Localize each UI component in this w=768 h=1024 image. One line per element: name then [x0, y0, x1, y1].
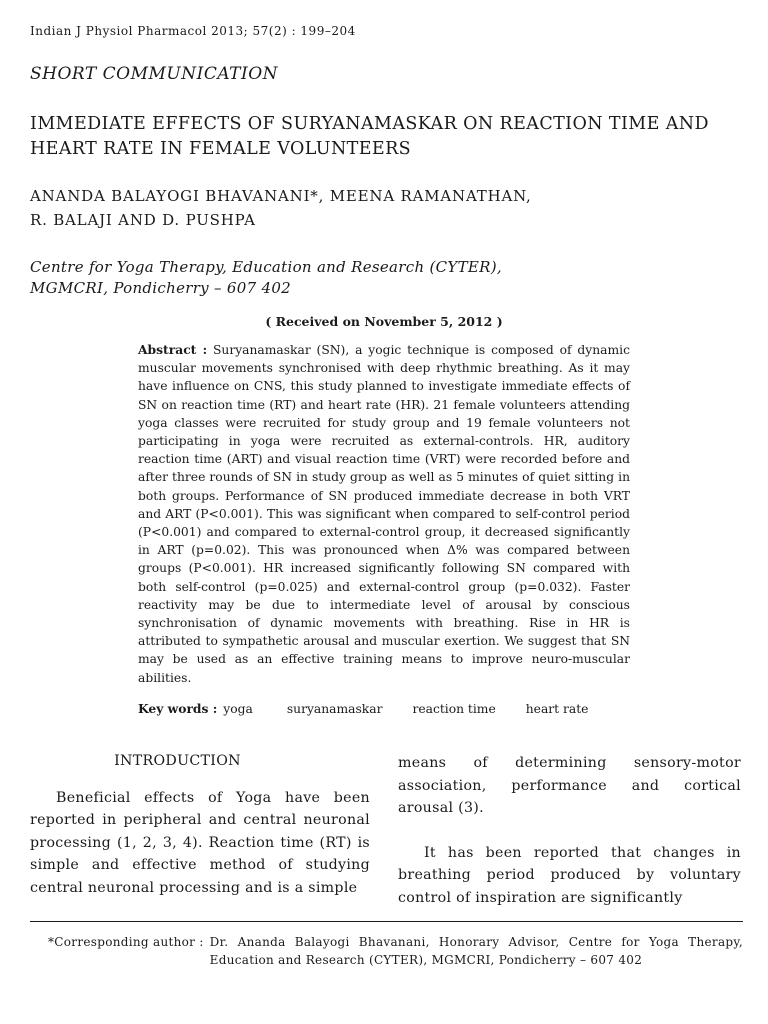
- footnote: [30, 933, 743, 969]
- footnote-text: Dr. Ananda Balayogi Bhavanani, Honorary Advisor, Centre for Yoga Therapy, Education and Research (CYTER), MGMCRI, Pondicherry – 607 402: [209, 935, 743, 967]
- author-list: [30, 184, 750, 232]
- article-title: IMMEDIATE EFFECTS OF SURYANAMASKAR ON REACTION TIME AND HEART RATE IN FEMALE VOLUNTEERS: [30, 114, 709, 159]
- keyword: yoga: [223, 702, 253, 716]
- intro-paragraph: means of determining sensory-motor association, performance and cortical arousal (3).: [398, 755, 741, 816]
- affiliation-line: Centre for Yoga Therapy, Education and Research (CYTER),: [30, 258, 502, 276]
- intro-paragraph: It has been reported that changes in breathing period produced by voluntary control of inspiration are significantly: [398, 844, 741, 906]
- author-line: R. BALAJI AND D. PUSHPA: [30, 211, 256, 229]
- received-date: ( Received on November 5, 2012 ): [265, 314, 503, 329]
- footnote-label: *Corresponding author :: [48, 935, 204, 949]
- keyword: suryanamaskar: [286, 702, 383, 716]
- introduction-heading: INTRODUCTION: [114, 753, 241, 769]
- abstract-text: Suryanamaskar (SN), a yogic technique is composed of dynamic muscular movements synchronised with deep rhythmic breathing. As it may have influence on CNS, this study planned to investigate immediate effects of SN on reaction time (RT) and heart rate (HR). 21 female volunteers attending yoga classes were recruited for study group and 19 female volunteers not participating in yoga were recruited as external-controls. HR, auditory reaction time (ART) and visual reaction time (VRT) were recorded before and after three rounds of SN in study group as well as 5 minutes of quiet sitting in both groups. Performance of SN produced immediate decrease in both VRT and ART (P<0.001). This was significant when compared to self-control period (P<0.001) and compared to external-control group, it decreased significantly in ART (p=0.02). This was pronounced when Δ% was compared between groups (P<0.001). HR increased significantly following SN compared with both self-control (p=0.025) and external-control group (p=0.032). Faster reactivity may be due to intermediate level of arousal by conscious synchronisation of dynamic movements with breathing. Rise in HR is attributed to sympathetic arousal and muscular exertion. We suggest that SN may be used as an effective training means to improve neuro-muscular abilities.: [138, 343, 630, 685]
- paragraph-gap: [398, 820, 741, 842]
- keywords-label: Key words :: [138, 701, 218, 716]
- affiliation-line: MGMCRI, Pondicherry – 607 402: [30, 279, 292, 297]
- right-column: [398, 752, 741, 909]
- keywords: [138, 701, 638, 716]
- keyword: heart rate: [525, 702, 589, 716]
- author-line: ANANDA BALAYOGI BHAVANANI*, MEENA RAMANATHAN,: [30, 187, 532, 205]
- abstract-label: Abstract :: [138, 342, 208, 357]
- footnote-divider: [30, 921, 743, 922]
- intro-paragraph: Beneficial effects of Yoga have been reported in peripheral and central neuronal processing (1, 2, 3, 4). Reaction time (RT) is simple and effective method of studying central neuronal processing and is a simple: [30, 789, 370, 896]
- keyword: reaction time: [412, 702, 496, 716]
- journal-reference: Indian J Physiol Pharmacol 2013; 57(2) : 199–204: [30, 24, 356, 38]
- left-column: [30, 750, 370, 899]
- section-type: SHORT COMMUNICATION: [30, 64, 279, 84]
- affiliation: [30, 257, 750, 299]
- abstract: [138, 341, 630, 687]
